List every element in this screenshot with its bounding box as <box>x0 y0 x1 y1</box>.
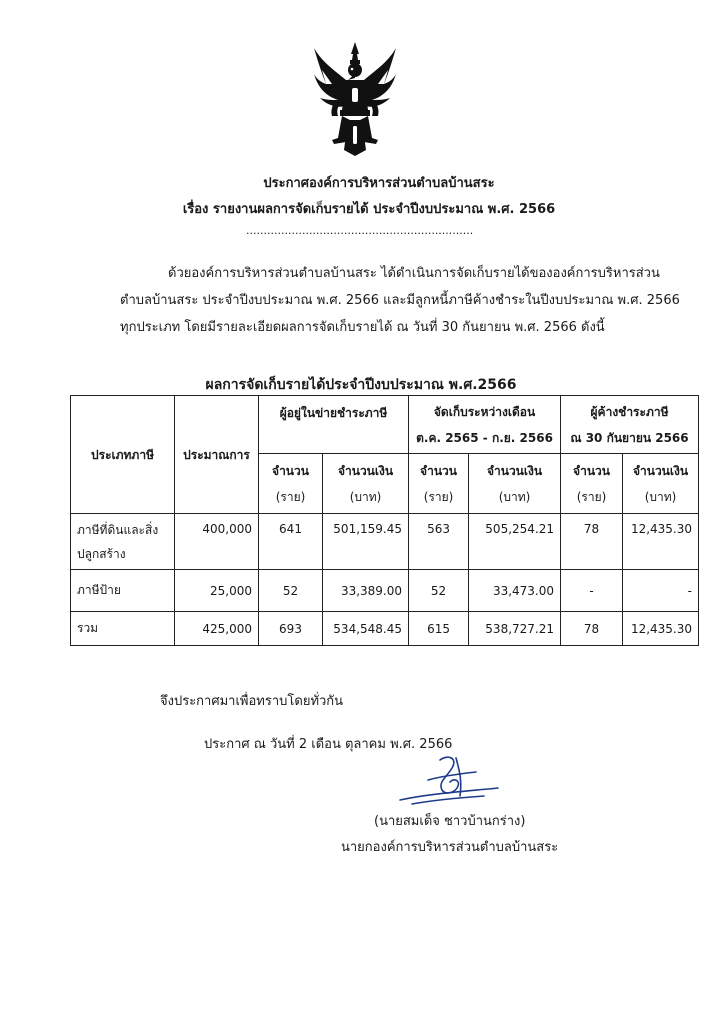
total-outstanding-amount-cell: 12,435.30 <box>623 612 699 646</box>
amount-label: จำนวนเงิน <box>486 463 543 478</box>
announcement-title: ประกาศองค์การบริหารส่วนตำบลบ้านสระ <box>263 176 495 191</box>
amount-unit: (บาท) <box>498 489 531 504</box>
in-net-amount-cell: 501,159.45 <box>323 514 409 570</box>
estimate-cell: 25,000 <box>175 570 259 612</box>
tax-type-line-2: ปลูกสร้าง <box>77 546 126 561</box>
tax-type-cell <box>71 514 175 570</box>
header-in-net-count <box>259 454 323 514</box>
collected-count-cell: 563 <box>409 514 469 570</box>
estimate-cell: 400,000 <box>175 514 259 570</box>
header-in-net: ผู้อยู่ในข่ายชำระภาษี <box>259 396 409 454</box>
total-label-cell: รวม <box>71 612 175 646</box>
body-paragraph-line-1: ด้วยองค์การบริหารส่วนตำบลบ้านสระ ได้ดำเนินการจัดเก็บรายได้ขององค์การบริหารส่วน <box>168 266 660 281</box>
header-collected-amount <box>469 454 561 514</box>
header-outstanding-amount <box>623 454 699 514</box>
total-collected-count-cell: 615 <box>409 612 469 646</box>
count-unit: (ราย) <box>423 489 454 504</box>
header-outstanding-count <box>561 454 623 514</box>
header-row-1 <box>71 396 699 454</box>
table-row <box>71 514 699 570</box>
count-unit: (ราย) <box>275 489 306 504</box>
signer-position: นายกองค์การบริหารส่วนตำบลบ้านสระ <box>341 840 559 855</box>
total-estimate-cell: 425,000 <box>175 612 259 646</box>
revenue-table <box>70 395 699 646</box>
header-outstanding <box>561 396 699 454</box>
total-outstanding-count-cell: 78 <box>561 612 623 646</box>
in-net-count-cell: 641 <box>259 514 323 570</box>
outstanding-count-cell: - <box>561 570 623 612</box>
in-net-count-cell: 52 <box>259 570 323 612</box>
announcement-subject: เรื่อง รายงานผลการจัดเก็บรายได้ ประจำปีงบประมาณ พ.ศ. 2566 <box>182 202 556 217</box>
outstanding-amount-cell: 12,435.30 <box>623 514 699 570</box>
header-tax-type: ประเภทภาษี <box>71 396 175 514</box>
tax-type-line-1: ภาษีที่ดินและสิ่ง <box>77 522 159 537</box>
amount-label: จำนวนเงิน <box>337 463 394 478</box>
collected-amount-cell: 33,473.00 <box>469 570 561 612</box>
body-paragraph-line-3: ทุกประเภท โดยมีรายละเอียดผลการจัดเก็บรายได้ ณ วันที่ 30 กันยายน พ.ศ. 2566 ดังนี้ <box>120 320 605 335</box>
total-in-net-amount-cell: 534,548.45 <box>323 612 409 646</box>
header-outstanding-line-2: ณ 30 กันยายน 2566 <box>570 430 689 445</box>
header-outstanding-line-1: ผู้ค้างชำระภาษี <box>590 404 669 419</box>
count-unit: (ราย) <box>576 489 607 504</box>
announce-text: จึงประกาศมาเพื่อทราบโดยทั่วกัน <box>160 694 344 709</box>
header-collected <box>409 396 561 454</box>
amount-unit: (บาท) <box>644 489 677 504</box>
count-label: จำนวน <box>420 463 457 478</box>
table-caption: ผลการจัดเก็บรายได้ประจำปีงบประมาณ พ.ศ.2566 <box>205 377 517 393</box>
total-row <box>71 612 699 646</box>
garuda-emblem-icon <box>312 40 398 158</box>
header-collected-line-1: จัดเก็บระหว่างเดือน <box>433 404 536 419</box>
table-row <box>71 570 699 612</box>
separator-line: ................................................................. <box>246 224 474 237</box>
outstanding-count-cell: 78 <box>561 514 623 570</box>
header-collected-count <box>409 454 469 514</box>
count-label: จำนวน <box>573 463 610 478</box>
amount-unit: (บาท) <box>349 489 382 504</box>
in-net-amount-cell: 33,389.00 <box>323 570 409 612</box>
announce-date: ประกาศ ณ วันที่ 2 เดือน ตุลาคม พ.ศ. 2566 <box>204 737 453 752</box>
count-label: จำนวน <box>272 463 309 478</box>
tax-type-cell: ภาษีป้าย <box>71 570 175 612</box>
signer-name: (นายสมเด็จ ชาวบ้านกร่าง) <box>374 814 526 829</box>
total-in-net-count-cell: 693 <box>259 612 323 646</box>
outstanding-amount-cell: - <box>623 570 699 612</box>
header-collected-line-2: ต.ค. 2565 - ก.ย. 2566 <box>416 430 553 445</box>
header-in-net-amount <box>323 454 409 514</box>
total-collected-amount-cell: 538,727.21 <box>469 612 561 646</box>
amount-label: จำนวนเงิน <box>632 463 689 478</box>
handwritten-signature <box>398 752 502 810</box>
header-estimate: ประมาณการ <box>175 396 259 514</box>
collected-count-cell: 52 <box>409 570 469 612</box>
body-paragraph-line-2: ตำบลบ้านสระ ประจำปีงบประมาณ พ.ศ. 2566 และมีลูกหนี้ภาษีค้างชำระในปีงบประมาณ พ.ศ. 2566 <box>120 293 680 308</box>
collected-amount-cell: 505,254.21 <box>469 514 561 570</box>
